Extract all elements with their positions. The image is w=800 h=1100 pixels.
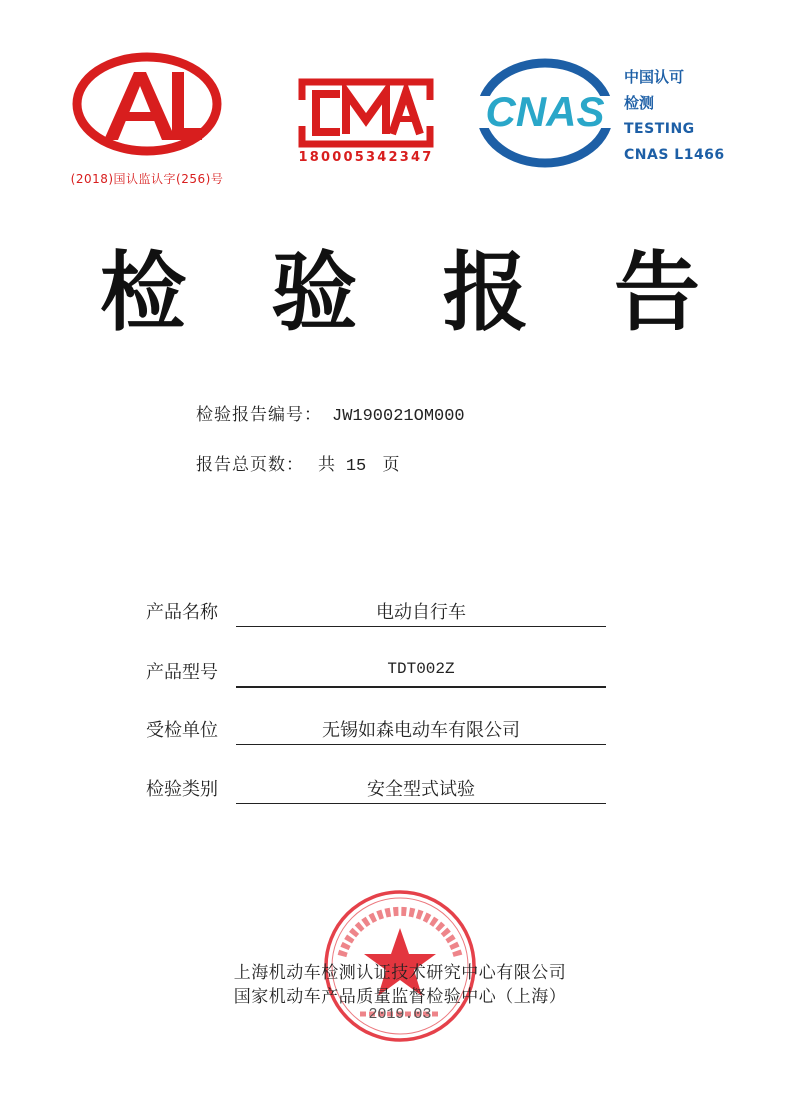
field-product-model xyxy=(146,652,606,692)
cma-number: 180005342347 xyxy=(298,150,434,165)
report-number-value: JW190021OM000 xyxy=(332,407,465,426)
field-underline xyxy=(236,626,606,627)
report-number-label: 检验报告编号： xyxy=(196,405,322,425)
cal-logo xyxy=(62,52,232,192)
issue-date: 2019.03 xyxy=(368,1006,432,1023)
field-inspected-unit xyxy=(146,710,606,750)
cnas-mark-icon xyxy=(470,58,620,168)
field-inspection-type xyxy=(146,769,606,809)
cnas-line-2: 检测 xyxy=(624,94,655,112)
pages-suffix: 页 xyxy=(382,455,400,475)
report-pages xyxy=(196,450,399,476)
issuer-center: 国家机动车产品质量监督检验中心（上海） xyxy=(233,987,567,1007)
cma-logo xyxy=(292,78,440,178)
title-char: 告 xyxy=(613,242,700,343)
report-number xyxy=(196,400,465,426)
field-underline xyxy=(236,744,606,745)
field-label: 受检单位 xyxy=(146,720,218,741)
cnas-wordmark: CNAS xyxy=(485,88,605,135)
field-value: 无锡如森电动车有限公司 xyxy=(322,720,520,741)
cal-mark-icon xyxy=(62,52,232,167)
page-title xyxy=(100,238,700,348)
title-char: 报 xyxy=(442,242,529,343)
field-value: 安全型式试验 xyxy=(367,779,475,800)
field-underline xyxy=(236,686,606,688)
field-label: 产品名称 xyxy=(146,602,218,623)
pages-prefix: 共 xyxy=(318,455,335,475)
cma-mark-icon xyxy=(292,78,440,148)
field-product-name xyxy=(146,592,606,632)
report-pages-label: 报告总页数： xyxy=(196,455,304,475)
issuer-name: 上海机动车检测认证技术研究中心有限公司 xyxy=(233,963,567,983)
field-value: 电动自行车 xyxy=(376,602,466,623)
field-underline xyxy=(236,803,606,804)
field-label: 检验类别 xyxy=(146,779,218,800)
pages-count: 15 xyxy=(345,457,367,476)
cal-caption: (2018)国认监认字(256)号 xyxy=(70,172,224,186)
field-value: TDT002Z xyxy=(387,660,455,678)
title-char: 检 xyxy=(100,242,186,343)
cnas-line-4: CNAS L1466 xyxy=(624,147,725,163)
field-label: 产品型号 xyxy=(146,662,218,683)
cnas-logo xyxy=(470,58,620,168)
cnas-line-1: 中国认可 xyxy=(624,68,685,86)
cnas-accreditation-text xyxy=(624,64,744,168)
report-pages-value xyxy=(318,455,399,475)
cnas-line-3: TESTING xyxy=(624,121,695,137)
title-char: 验 xyxy=(271,242,358,343)
